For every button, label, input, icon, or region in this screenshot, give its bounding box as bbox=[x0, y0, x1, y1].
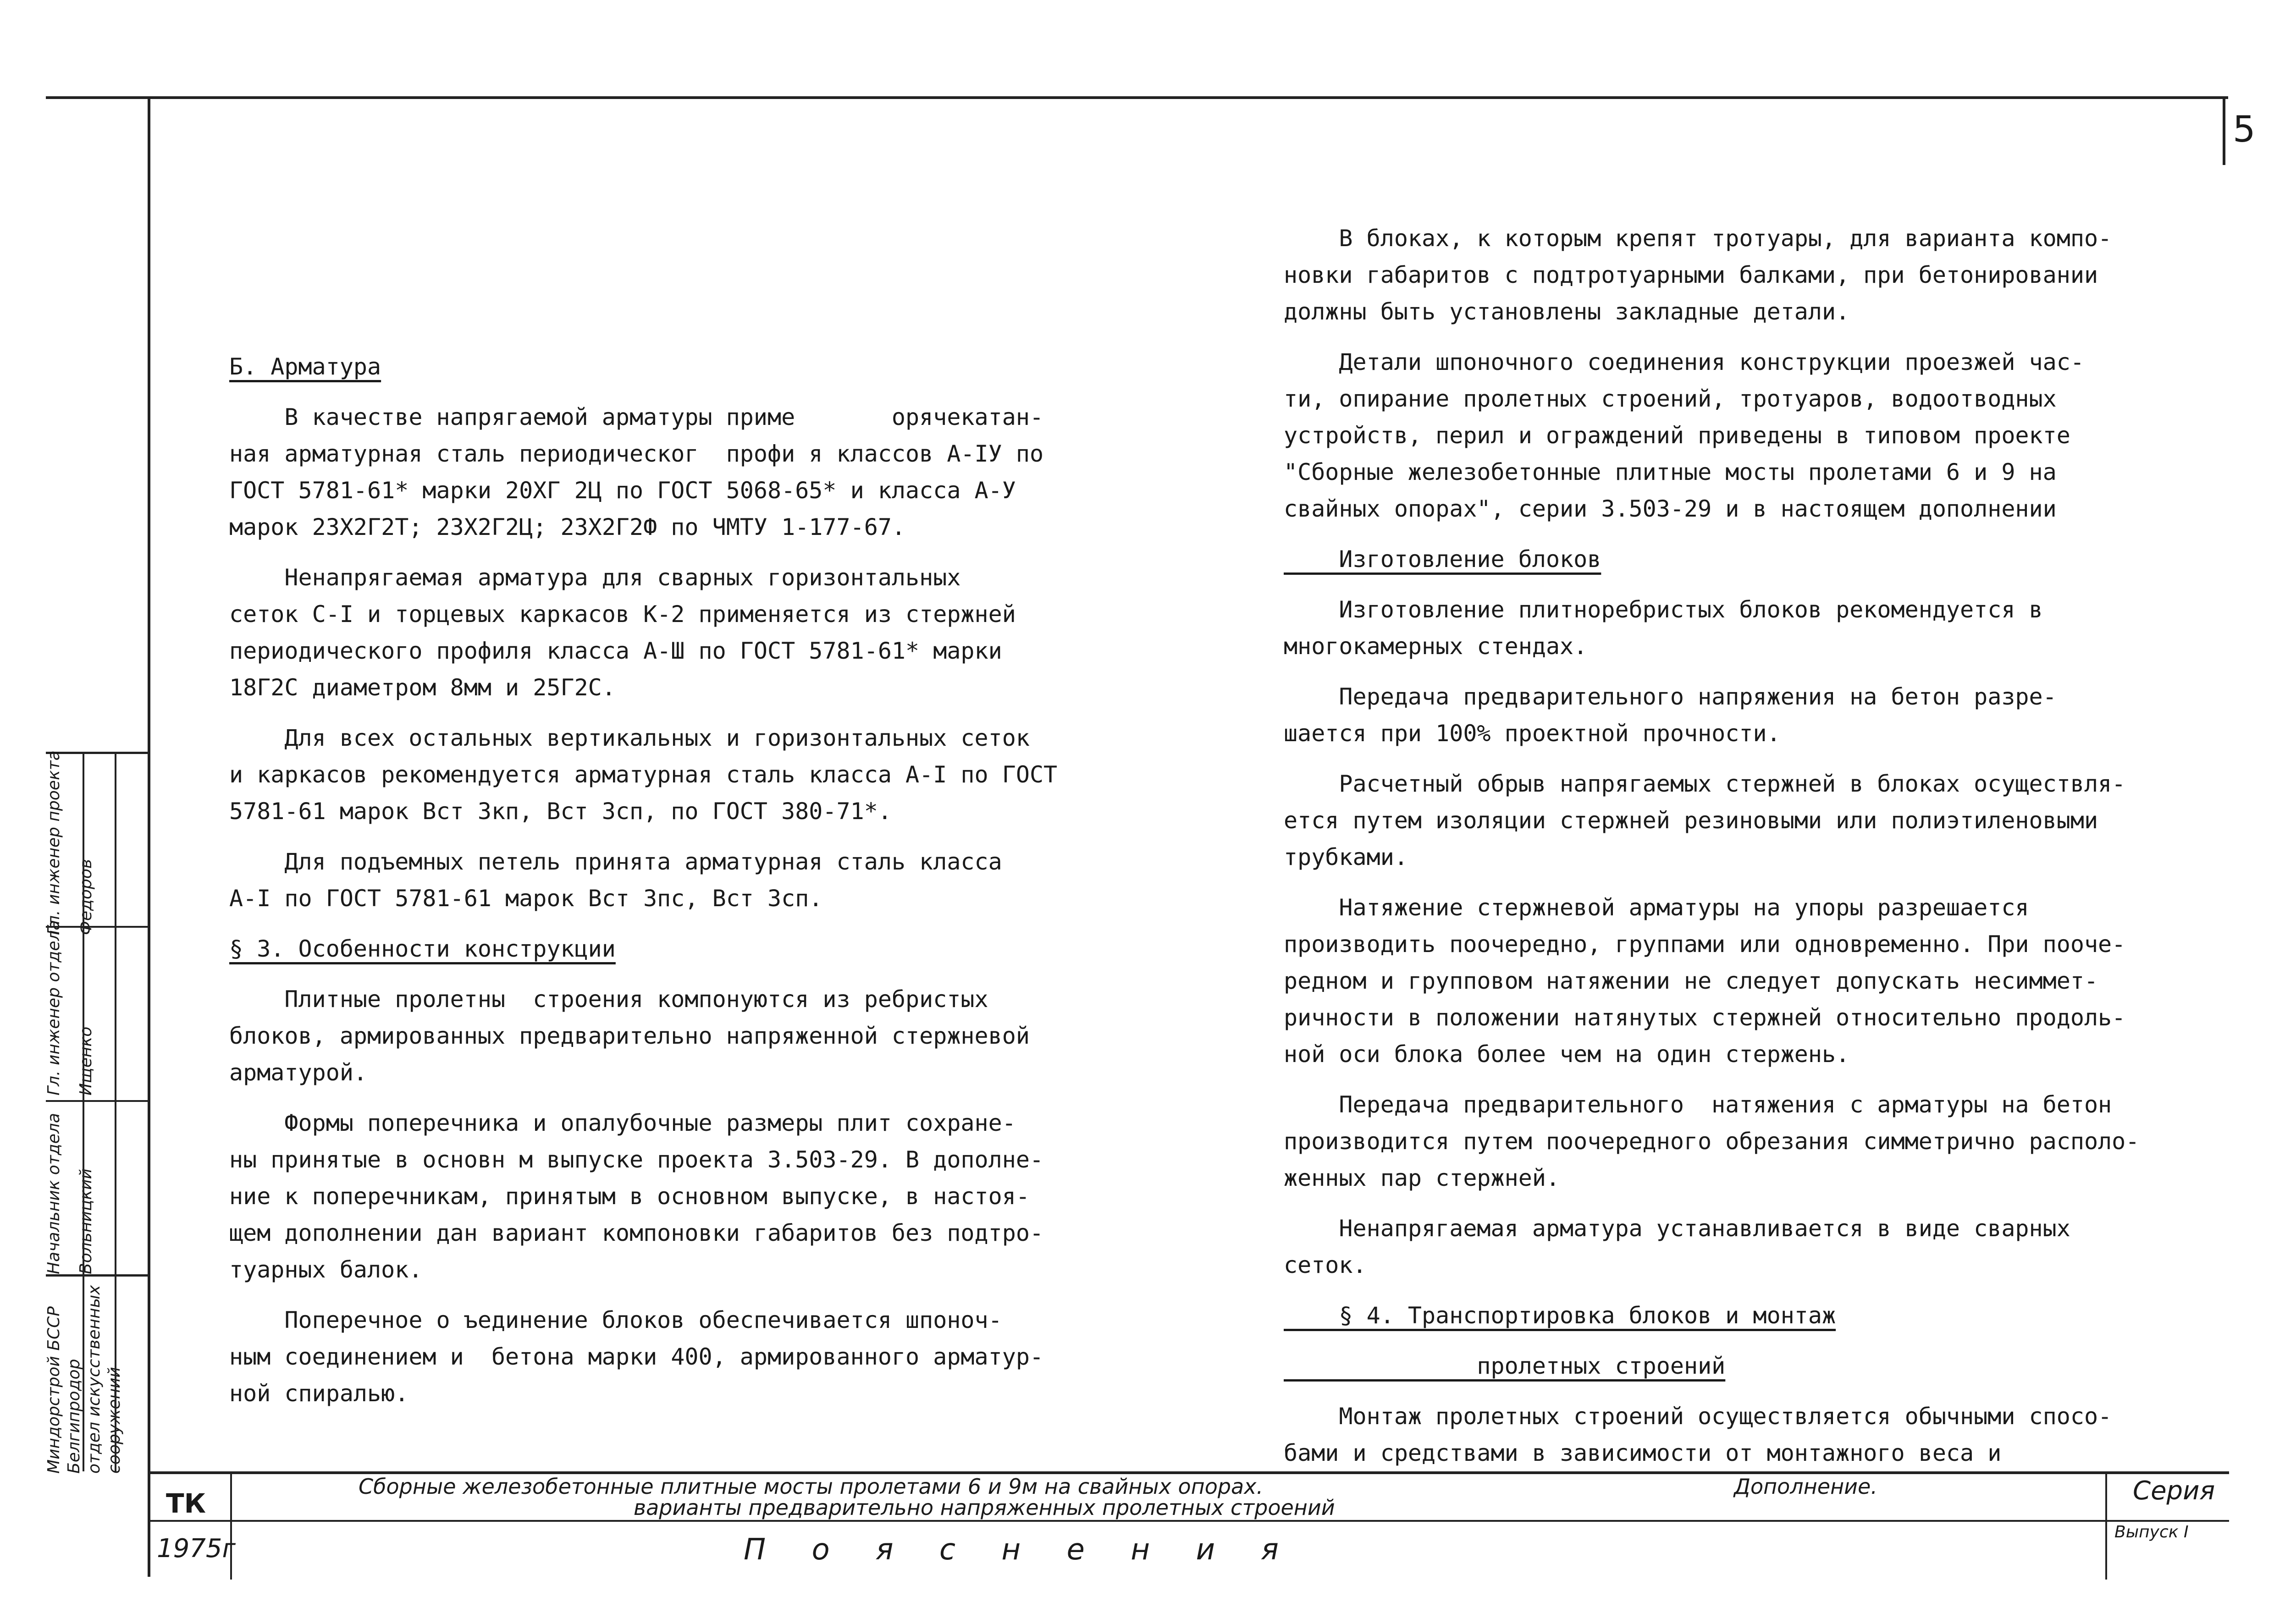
text-line: Передача предварительного напряжения на бетон разре- bbox=[1284, 683, 2057, 710]
stamp-name3: Федоров bbox=[77, 859, 95, 935]
section-heading: § 3. Особенности конструкции bbox=[229, 936, 616, 962]
stamp-divider bbox=[115, 752, 116, 1471]
title-block bbox=[148, 1471, 2229, 1580]
text-line: 18Г2С диаметром 8мм и 25Г2С. bbox=[229, 674, 616, 701]
page-number: 5 bbox=[2233, 109, 2256, 150]
frame-left-border bbox=[148, 96, 150, 1577]
text-line: Поперечное о ъединение блоков обеспечивается шпоноч- bbox=[229, 1307, 1002, 1333]
section-heading: пролетных строений bbox=[1284, 1353, 1726, 1379]
stamp-name2: Ищенко bbox=[77, 1026, 95, 1096]
text-line: Натяжение стержневой арматуры на упоры разрешается bbox=[1284, 894, 2029, 921]
text-line: арматурой. bbox=[229, 1059, 368, 1086]
text-line: Детали шпоночного соединения конструкции проезжей час- bbox=[1284, 349, 2084, 375]
paragraph-gap bbox=[229, 1412, 1057, 1426]
text-line: новки габаритов с подтротуарными балками, при бетонировании bbox=[1284, 262, 2098, 288]
addition-label: Дополнение. bbox=[1734, 1474, 1877, 1499]
paragraph-gap bbox=[229, 917, 1057, 930]
paragraph-gap bbox=[1284, 1196, 2139, 1210]
text-line: марок 23Х2Г2Т; 23Х2Г2Ц; 23Х2Г2Ф по ЧМТУ 1-177-67. bbox=[229, 514, 906, 540]
text-line: "Сборные железобетонные плитные мосты пролетами 6 и 9 на bbox=[1284, 459, 2057, 485]
text-line: А-I по ГОСТ 5781-61 марок Вст 3пс, Вст 3сп. bbox=[229, 885, 823, 912]
text-line: Для подъемных петель принята арматурная сталь класса bbox=[229, 848, 1002, 875]
paragraph-gap bbox=[1284, 752, 2139, 765]
text-line: Передача предварительного натяжения с арматуры на бетон bbox=[1284, 1091, 2112, 1118]
stamp-org-line4: сооружений bbox=[105, 1367, 124, 1474]
stamp-org-line3: отдел искусственных bbox=[85, 1285, 104, 1474]
text-line: Ненапрягаемая арматура устанавливается в виде сварных bbox=[1284, 1215, 2070, 1242]
stamp-divider bbox=[46, 926, 148, 928]
text-line: ти, опирание пролетных строений, тротуаров, водоотводных bbox=[1284, 385, 2057, 412]
text-line: ной спиралью. bbox=[229, 1380, 409, 1407]
text-line: ны принятые в основн м выпуске проекта 3.503-29. В дополне- bbox=[229, 1146, 1044, 1173]
text-line: устройств, перил и ограждений приведены в типовом проекте bbox=[1284, 422, 2070, 449]
paragraph-gap bbox=[1284, 578, 2139, 591]
text-line: многокамерных стендах. bbox=[1284, 633, 1588, 660]
paragraph-gap bbox=[229, 385, 1057, 399]
text-line: производится путем поочередного обрезания симметрично располо- bbox=[1284, 1128, 2140, 1155]
section-heading: § 4. Транспортировка блоков и монтаж bbox=[1284, 1302, 1836, 1329]
text-line: шается при 100% проектной прочности. bbox=[1284, 720, 1781, 747]
text-line: бами и средствами в зависимости от монтажного веса и bbox=[1284, 1440, 2002, 1466]
text-line: 5781-61 марок Вст 3кп, Вст 3сп, по ГОСТ 380-71*. bbox=[229, 798, 892, 825]
stamp-org-line2: Белгипродор bbox=[65, 1359, 83, 1474]
section-heading: Б. Арматура bbox=[229, 353, 381, 380]
left-text-column bbox=[229, 348, 1057, 1426]
text-line: сеток С-I и торцевых каркасов К-2 применяется из стержней bbox=[229, 601, 1016, 628]
text-line: ется путем изоляции стержней резиновыми или полиэтиленовыми bbox=[1284, 807, 2098, 834]
stamp-divider bbox=[83, 752, 84, 1471]
text-line: женных пар стержней. bbox=[1284, 1165, 1560, 1191]
page-number-box bbox=[2223, 96, 2225, 165]
text-line: Плитные пролетны строения компонуются из ребристых bbox=[229, 986, 988, 1013]
title-block-divider bbox=[148, 1520, 2229, 1522]
paragraph-gap bbox=[229, 706, 1057, 720]
text-line: трубками. bbox=[1284, 844, 1408, 870]
paragraph-gap bbox=[1284, 330, 2139, 344]
paragraph-gap bbox=[1284, 527, 2139, 541]
stamp-role2: Гл. инженер отдела bbox=[44, 920, 63, 1096]
stamp-org-line1: Миндорстрой БССР bbox=[44, 1306, 63, 1474]
paragraph-gap bbox=[1284, 665, 2139, 678]
text-line: свайных опорах", серии 3.503-29 и в настоящем дополнении bbox=[1284, 495, 2057, 522]
text-line: Ненапрягаемая арматура для сварных горизонтальных bbox=[229, 564, 961, 591]
text-line: ной оси блока более чем на один стержень. bbox=[1284, 1041, 1850, 1068]
stamp-role1: Начальник отдела bbox=[44, 1113, 63, 1274]
text-line: Формы поперечника и опалубочные размеры плит сохране- bbox=[229, 1110, 1016, 1136]
text-line: ным соединением и бетона марки 400, армированного арматур- bbox=[229, 1343, 1044, 1370]
stamp-role3: Гл. инженер проекта bbox=[44, 750, 63, 935]
right-text-column bbox=[1284, 220, 2139, 1485]
series-label: Серия bbox=[2133, 1476, 2215, 1506]
text-line: Монтаж пролетных строений осуществляется обычными спосо- bbox=[1284, 1403, 2112, 1430]
text-line: туарных балок. bbox=[229, 1256, 423, 1283]
paragraph-gap bbox=[229, 1091, 1057, 1105]
paragraph-gap bbox=[229, 967, 1057, 981]
frame-top-border bbox=[46, 96, 2228, 99]
text-line: щем дополнении дан вариант компоновки габаритов без подтро- bbox=[229, 1220, 1044, 1246]
text-line: и каркасов рекомендуется арматурная сталь класса А-I по ГОСТ bbox=[229, 761, 1058, 788]
year-label: 1975г bbox=[157, 1534, 236, 1563]
paragraph-gap bbox=[1284, 1384, 2139, 1398]
text-line: редном и групповом натяжении не следует допускать несиммет- bbox=[1284, 968, 2098, 994]
sheet-title: П о я с н е н и я bbox=[744, 1533, 1297, 1567]
paragraph-gap bbox=[229, 545, 1057, 559]
text-line: В блоках, к которым крепят тротуары, для варианта компо- bbox=[1284, 225, 2112, 252]
text-line: производить поочередно, группами или одновременно. При пооче- bbox=[1284, 931, 2126, 958]
text-line: ричности в положении натянутых стержней относительно продоль- bbox=[1284, 1004, 2126, 1031]
text-line: периодического профиля класса А-Ш по ГОСТ 5781-61* марки bbox=[229, 638, 1002, 664]
text-line: Расчетный обрыв напрягаемых стержней в блоках осуществля- bbox=[1284, 771, 2126, 797]
text-line: должны быть установлены закладные детали. bbox=[1284, 298, 1850, 325]
text-line: ная арматурная сталь периодическог профи я классов А-IУ по bbox=[229, 440, 1044, 467]
paragraph-gap bbox=[1284, 1334, 2139, 1348]
text-line: блоков, армированных предварительно напряженной стержневой bbox=[229, 1023, 1030, 1049]
text-line: ние к поперечникам, принятым в основном выпуске, в настоя- bbox=[229, 1183, 1030, 1210]
paragraph-gap bbox=[1284, 1283, 2139, 1297]
text-line: Изготовление плитноребристых блоков рекомендуется в bbox=[1284, 596, 2043, 623]
stamp-divider bbox=[46, 1274, 148, 1277]
paragraph-gap bbox=[1284, 875, 2139, 889]
section-heading: Изготовление блоков bbox=[1284, 546, 1601, 573]
text-line: Для всех остальных вертикальных и горизонтальных сеток bbox=[229, 725, 1030, 751]
text-line: ГОСТ 5781-61* марки 20ХГ 2Ц по ГОСТ 5068-65* и класса А-У bbox=[229, 477, 1016, 504]
tk-label: ТК bbox=[166, 1488, 206, 1519]
title-block-divider bbox=[230, 1474, 232, 1580]
paragraph-gap bbox=[229, 830, 1057, 843]
title-line2: варианты предварительно напряженных пролетных строений bbox=[634, 1495, 1335, 1520]
title-line1: Сборные железобетонные плитные мосты пролетами 6 и 9м на свайных опорах. bbox=[359, 1474, 1264, 1499]
text-line: В качестве напрягаемой арматуры приме орячекатан- bbox=[229, 404, 1044, 430]
stamp-divider bbox=[46, 1100, 148, 1102]
title-block-divider bbox=[2105, 1474, 2107, 1580]
stamp-name1: Вольницкий bbox=[77, 1168, 95, 1274]
paragraph-gap bbox=[1284, 1073, 2139, 1086]
approval-signatures bbox=[46, 752, 148, 1274]
text-line: сеток. bbox=[1284, 1252, 1367, 1278]
paragraph-gap bbox=[229, 1288, 1057, 1302]
issue-label: Выпуск I bbox=[2114, 1523, 2189, 1541]
